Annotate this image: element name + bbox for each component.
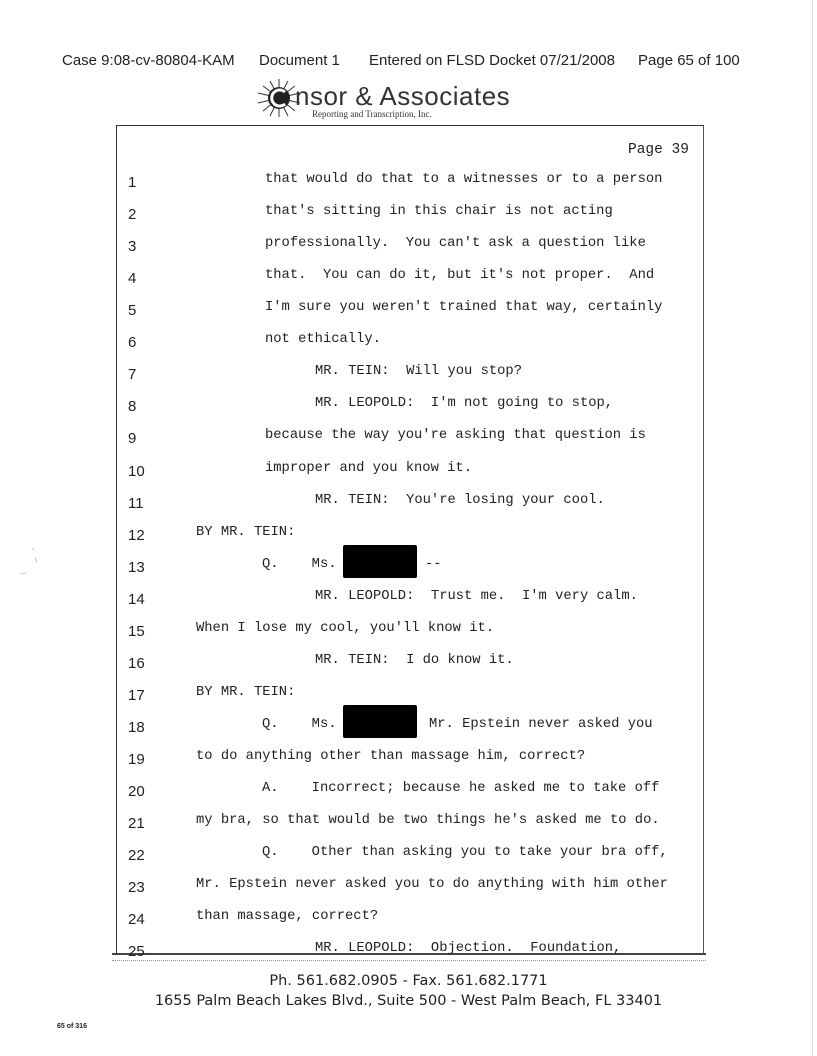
line-text-continued: -- (425, 556, 442, 572)
line-text: not ethically. (265, 332, 381, 348)
line-text: that's sitting in this chair is not acting (265, 204, 613, 220)
line-number: 22 (128, 847, 145, 865)
line-number: 6 (128, 334, 137, 352)
transcript-line (0, 294, 817, 326)
line-number: 8 (128, 398, 137, 416)
line-number: 23 (128, 879, 145, 897)
footer-contact: Ph. 561.682.0905 - Fax. 561.682.1771 (269, 973, 548, 989)
line-text: Q. Ms. (262, 556, 337, 572)
line-number: 4 (128, 270, 137, 288)
transcript-line (0, 422, 817, 454)
docket-entry: Entered on FLSD Docket 07/21/2008 (369, 52, 615, 69)
transcript-line (0, 390, 817, 422)
transcript-line (0, 551, 817, 583)
transcript-line (0, 871, 817, 903)
line-text: BY MR. TEIN: (196, 524, 296, 540)
transcript-line (0, 807, 817, 839)
transcript-line (0, 230, 817, 262)
transcript-line (0, 455, 817, 487)
line-number: 25 (128, 943, 145, 961)
line-number: 2 (128, 206, 137, 224)
transcript-line (0, 487, 817, 519)
page-of-total: Page 65 of 100 (638, 52, 740, 69)
bates-page-count: 65 of 316 (57, 1023, 87, 1030)
line-number: 19 (128, 751, 145, 769)
line-text: professionally. You can't ask a question like (265, 236, 646, 252)
transcript-line (0, 903, 817, 935)
line-number: 13 (128, 558, 145, 576)
line-number: 1 (128, 174, 137, 191)
company-tagline: Reporting and Transcription, Inc. (312, 109, 432, 119)
company-logo (255, 78, 555, 122)
line-text: Mr. Epstein never asked you to do anything with him other (196, 877, 668, 893)
line-text: than massage, correct? (196, 909, 379, 925)
line-number: 14 (128, 590, 145, 608)
line-text: improper and you know it. (265, 460, 472, 476)
line-text: MR. TEIN: Will you stop? (315, 364, 522, 380)
company-name: nsor & Associates (295, 81, 511, 111)
line-number: 17 (128, 686, 145, 704)
transcript-line (0, 839, 817, 871)
document-number: Document 1 (259, 52, 340, 69)
line-number: 5 (128, 302, 137, 320)
transcript-line (0, 583, 817, 615)
scan-artifact (18, 546, 40, 576)
transcript-line (0, 935, 817, 967)
line-text: that would do that to a witnesses or to a person (265, 172, 663, 187)
line-number: 11 (128, 494, 144, 512)
line-number: 18 (128, 719, 145, 737)
line-text: When I lose my cool, you'll know it. (196, 620, 495, 636)
line-text: because the way you're asking that question is (265, 428, 646, 444)
line-text: Q. Other than asking you to take your bra off, (262, 845, 668, 861)
line-number: 15 (128, 622, 145, 640)
line-number: 24 (128, 911, 145, 929)
line-text: MR. TEIN: You're losing your cool. (315, 492, 605, 508)
line-number: 10 (128, 462, 145, 480)
transcript-line (0, 198, 817, 230)
line-number: 16 (128, 654, 145, 672)
transcript-line (0, 615, 817, 647)
line-text: A. Incorrect; because he asked me to take off (262, 781, 660, 797)
line-text: MR. LEOPOLD: Objection. Foundation, (315, 941, 622, 957)
line-number: 3 (128, 238, 137, 256)
transcript-line (0, 775, 817, 807)
transcript-line (0, 743, 817, 775)
transcript-line (0, 326, 817, 358)
case-number: Case 9:08-cv-80804-KAM (62, 52, 235, 69)
line-text: my bra, so that would be two things he's asked me to do. (196, 813, 660, 829)
line-number: 12 (128, 526, 145, 544)
transcript-line (0, 711, 817, 743)
line-number: 20 (128, 783, 145, 801)
transcript-page-number: Page 39 (628, 142, 689, 158)
redaction-box (343, 705, 417, 738)
transcript-line (0, 358, 817, 390)
line-text: MR. TEIN: I do know it. (315, 652, 514, 668)
line-text: MR. LEOPOLD: Trust me. I'm very calm. (315, 588, 638, 604)
line-number: 9 (128, 430, 137, 448)
footer-address: 1655 Palm Beach Lakes Blvd., Suite 500 - West Palm Beach, FL 33401 (154, 993, 663, 1009)
line-text: Q. Ms. (262, 717, 337, 733)
line-text-continued: Mr. Epstein never asked you (429, 717, 653, 733)
transcript-line (0, 166, 817, 198)
transcript-line (0, 647, 817, 679)
transcript-line (0, 262, 817, 294)
line-text: MR. LEOPOLD: I'm not going to stop, (315, 396, 614, 412)
line-text: I'm sure you weren't trained that way, certainly (265, 300, 663, 316)
redaction-box (343, 545, 417, 578)
line-text: to do anything other than massage him, correct? (196, 749, 586, 765)
line-text: that. You can do it, but it's not proper. And (265, 268, 655, 284)
line-number: 7 (128, 366, 137, 384)
line-number: 21 (128, 815, 145, 833)
line-text: BY MR. TEIN: (196, 684, 296, 700)
